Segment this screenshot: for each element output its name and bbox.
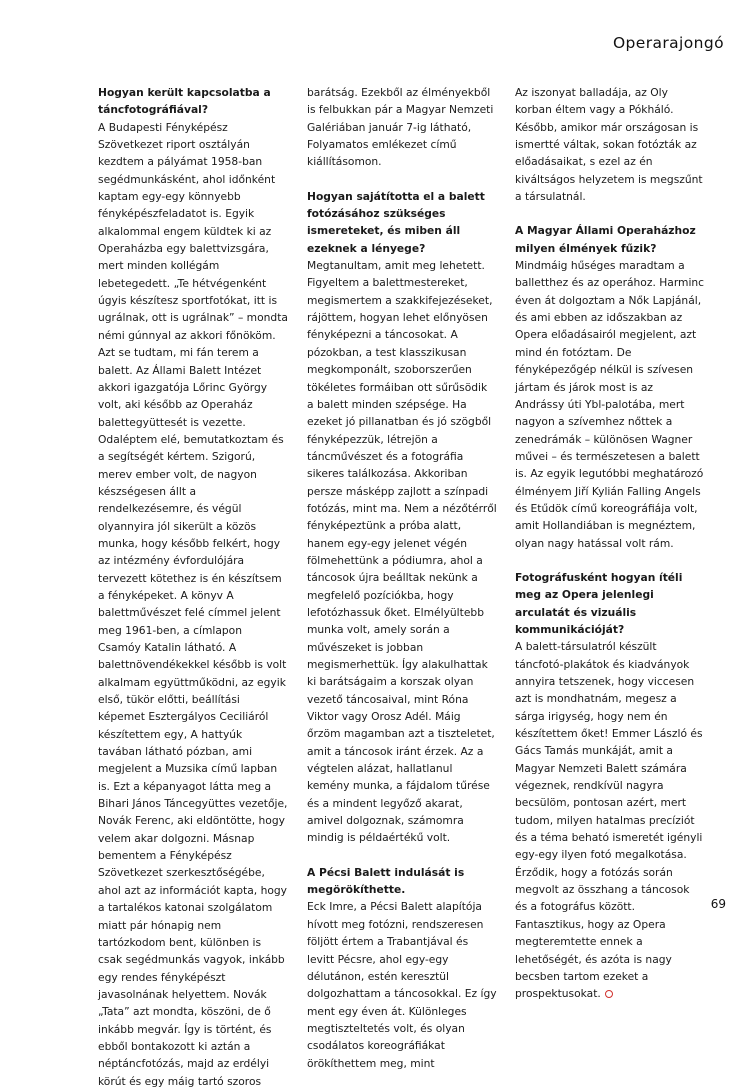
page-number: 69 [710,897,726,911]
interview-question: Fotográfusként hogyan ítéli meg az Opera jelenlegi arculatát és vizuális kommunikációját? [515,570,683,636]
interview-answer: Eck Imre, a Pécsi Balett alapítója hívott meg fotózni, rendszeresen följött értem a Trabantjával és levitt Pécsre, ahol egy-egy délutánon, estén keresztül dolgozhattam a táncosokkal. Ez így ment egy éven át. Különleges megtiszteltetés volt, és olyan csodálatos koreográfiákat örökíthettem meg, mint [307,900,497,1070]
article-column-1 [98,84,288,1090]
interview-question: Hogyan került kapcsolatba a táncfotográfiával? [98,86,271,117]
article-column-3 [515,84,705,1003]
interview-answer: Mindmáig hűséges maradtam a balletthez és az operához. Harminc éven át dolgoztam a Nők Lapjánál, és ami ebben az időszakban az Opera előadásairól megjelent, azt mind én fotóztam. De fényképezőgép nélkül is szívesen jártam és járok most is az Andrássy úti Ybl-palotába, mert nagyon a szívemhez nőttek a zenedrámák – különösen Wagner művei – és természetesen a balett is. Az egyik legutóbbi meghatározó élményem Jiří Kylián Falling Angels és Etűdök című koreográfiája volt, amit Hollandiában is megnéztem, olyan nagy hatással volt rám. [515,259,705,550]
article-column-2 [307,84,497,1072]
end-of-article-icon [605,990,613,998]
interview-answer: Az iszonyat balladája, az Oly korban éltem vagy a Pókháló. Később, amikor már országosan is ismertté váltak, sokan fotózták az előadásaikat, s ezel az én kiváltságos helyzetem is megszűnt a társulatnál. [515,86,703,204]
interview-answer: A Budapesti Fényképész Szövetkezet riport osztályán kezdtem a pályámat 1958-ban segédmunkásként, ahol időnként kaptam egy-egy könnyebb fényképészfeladatot is. Egyik alkalommal engem küldtek ki az Operaházba egy balettvizsgára, mert minden kollégám lebetegedett. „Te hétvégenként úgyis készítesz sportfotókat, itt is ugrálnak, ott is ugrálnak” – mondta némi gúnnyal az akkori főnököm. Azt se tudtam, mi fán terem a balett. Az Állami Balett Intézet akkori igazgatója Lőrinc György volt, aki később az Operaház balettegyüttesét is vezette. Odaléptem elé, bemutatkoztam és a segítségét kértem. Szigorú, merev ember volt, de nagyon készségesen állt a rendelkezésemre, és végül olyannyira jól sikerült a közös munka, hogy később felkért, hogy az intézmény évfordulójára tervezett kötethez is én készítsem a fényképeket. A könyv A balettművészet felé címmel jelent meg 1961-ben, a címlapon Csamóy Katalin látható. A balettnövendékekkel később is volt alkalmam együttműködni, az egyik első, tükör előtti, beállítási képemet Esztergályos Ceciliáról készítettem egy, A hattyúk tavában látható pózban, ami megjelent a Muzsika című lapban is. Ezt a képanyagot látta meg a Bihari János Táncegyüttes vezetője, Novák Ferenc, aki eldöntötte, hogy velem akar dolgozni. Másnap bementem a Fényképész Szövetkezet szerkesztőségébe, ahol azt az információt kapta, hogy a tartalékos katonai szolgálatom miatt pár hónapig nem tartózkodom bent, különben is csak segédmunkás vagyok, inkább egy rendes fényképészt javasolnának helyettem. Novák „Tata” azt mondta, köszöni, de ő inkább megvár. Így is történt, és ebből bontakozott ki aztán a néptáncfotózás, majd az erdélyi körút és egy máig tartó szoros [98,120,288,1088]
interview-answer: A balett-társulatról készült táncfotó-plakátok és kiadványok annyira tetszenek, hogy viccesen azt is mondhatnám, megesz a sárga irigység, hogy nem én készítettem őket! Emmer László és Gács Tamás munkáját, amit a Magyar Nemzeti Balett számára végeznek, rendkívül nagyra becsülöm, pontosan azért, mert tudom, milyen hatalmas precíziót és a téma beható ismeretét igényli egy-egy ilyen fotó megalkotása. Érződik, hogy a fotózás során megvolt az összhang a táncosok és a fotográfus között. Fantasztikus, hogy az Opera megteremtette ennek a lehetőségét, és azóta is nagy becsben tartom ezeket a prospektusokat. [515,640,703,1001]
interview-answer: Megtanultam, amit meg lehetett. Figyeltem a balettmestereket, megismertem a szakkifejezéseket, rájöttem, hogyan lehet előnyösen fényképezni a táncosokat. A pózokban, a test klasszikusan megkomponált, szoborszerűen tökéletes formáiban ott sűrűsödik a balett minden szépsége. Ha ezeket jó pillanatban és jó szögből fényképezzük, létrejön a táncművészet és a fotográfia sikeres találkozása. Akkoriban persze másképp zajlott a színpadi fotózás, mint ma. Nem a nézőtérről fényképeztünk a próba alatt, hanem egy-egy jelenet végén fölmehettünk a pódiumra, ahol a táncosok újra beálltak nekünk a megfelelő pozíciókba, hogy lefotózhassuk őket. Elmélyültebb munka volt, amely során a művészeket is jobban megismerhettük. Így alakulhattak ki barátságaim a korszak olyan vezető táncosaival, mint Róna Viktor vagy Orosz Adél. Máig őrzöm magamban azt a tiszteletet, amit a táncosok iránt érzek. Az a végtelen alázat, hallatlanul kemény munka, a fájdalom tűrése és a mindent legyőző akarat, amivel dolgoznak, számomra mindig is példaértékű volt. [307,259,497,845]
interview-question: A Pécsi Balett indulását is megörökíthette. [307,865,465,897]
section-title: Operarajongó [612,34,724,52]
interview-question: Hogyan sajátította el a balett fotózásához szükséges ismereteket, és miben áll ezeknek a lényege? [307,189,485,255]
interview-answer: barátság. Ezekből az élményekből is felbukkan pár a Magyar Nemzeti Galériában január 7-ig látható, Folyamatos emlékezet című kiállításomon. [307,86,494,169]
interview-question: A Magyar Állami Operaházhoz milyen élmények fűzik? [515,224,696,255]
